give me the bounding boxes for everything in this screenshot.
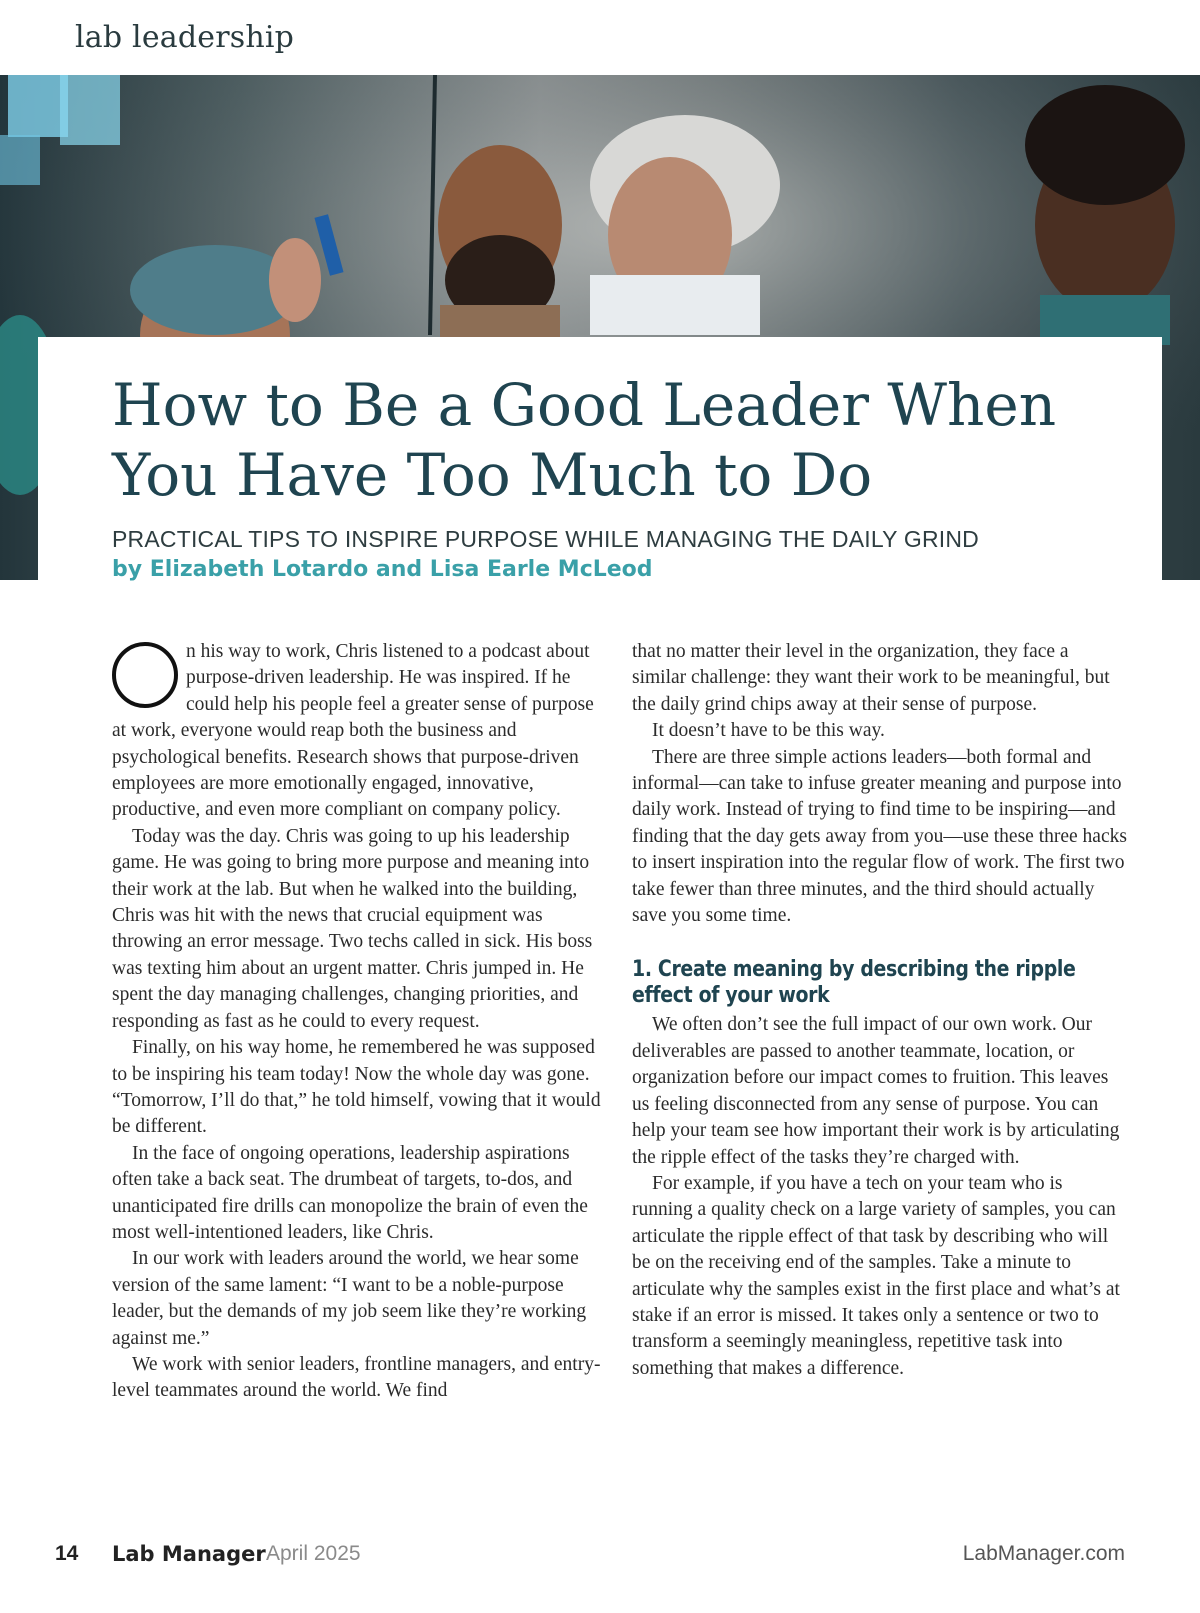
website-link[interactable]: LabManager.com bbox=[962, 1542, 1125, 1565]
body-column-right bbox=[632, 639, 1127, 1382]
page-footer bbox=[0, 1542, 1200, 1572]
paragraph: There are three simple actions leaders—both formal and informal—can take to infuse greater meaning and purpose into daily work. Instead of trying to find time to be inspiring—and finding that the day gets away from you—use these three hacks to insert inspiration into the regular flow of work. The first two take fewer than three minutes, and the third should actually save you some time. bbox=[632, 746, 1127, 927]
article-byline: by Elizabeth Lotardo and Lisa Earle McLeod bbox=[112, 557, 653, 582]
drop-cap bbox=[112, 642, 178, 708]
paragraph: For example, if you have a tech on your team who is running a quality check on a large variety of samples, you can articulate the ripple effect of that task by describing who will be on the receiving end of the samples. Take a minute to articulate why the samples exist in the first place and what’s at stake if an error is missed. It takes only a sentence or two to transform a seemingly meaningless, repetitive task into something that makes a difference. bbox=[632, 1172, 1120, 1379]
paragraph: Finally, on his way home, he remembered he was supposed to be inspiring his team today! Now the whole day was gone. “Tomorrow, I’ll do that,” he told himself, vowing that it would be different. bbox=[112, 1037, 601, 1138]
section-label: lab leadership bbox=[75, 20, 295, 55]
paragraph: In our work with leaders around the world, we hear some version of the same lament: “I want to be a noble-purpose leader, but the demands of my job seem like they’re working against me.” bbox=[112, 1248, 587, 1349]
title-line-2: You Have Too Much to Do bbox=[112, 441, 873, 509]
paragraph: We work with senior leaders, frontline managers, and entry-level teammates around the world. We find bbox=[112, 1353, 601, 1402]
page-number: 14 bbox=[55, 1542, 79, 1565]
article-subtitle: PRACTICAL TIPS TO INSPIRE PURPOSE WHILE MANAGING THE DAILY GRIND bbox=[112, 526, 979, 552]
paragraph: It doesn’t have to be this way. bbox=[652, 720, 885, 742]
magazine-name: Lab Manager bbox=[112, 1542, 266, 1566]
body-column-left bbox=[112, 639, 607, 1405]
paragraph: n his way to work, Chris listened to a podcast about purpose-driven leadership. He was inspired. If he could help his people feel a greater sense of purpose at work, everyone would reap both the business and psychological benefits. Research shows that purpose-driven employees are more emotionally engaged, innovative, productive, and even more compliant on company policy. bbox=[112, 641, 594, 821]
issue-date: April 2025 bbox=[266, 1542, 361, 1565]
section-heading: 1. Create meaning by describing the ripple effect of your work bbox=[632, 957, 1076, 1009]
paragraph: In the face of ongoing operations, leadership aspirations often take a back seat. The drumbeat of targets, to-dos, and unanticipated fire drills can monopolize the brain of even the most well-intentioned leaders, like Chris. bbox=[112, 1142, 588, 1243]
title-line-1: How to Be a Good Leader When bbox=[112, 371, 1057, 439]
paragraph: Today was the day. Chris was going to up his leadership game. He was going to bring more purpose and meaning into their work at the lab. But when he walked into the building, Chris was hit with the news that crucial equipment was throwing an error message. Two techs called in sick. His boss was texting him about an urgent matter. Chris jumped in. He spent the day managing challenges, changing priorities, and responding as fast as he could to every request. bbox=[112, 825, 593, 1032]
paragraph: We often don’t see the full impact of our own work. Our deliverables are passed to another teammate, location, or organization before our impact comes to fruition. This leaves us feeling disconnected from any sense of purpose. You can help your team see how important their work is by articulating the ripple effect of the tasks they’re charged with. bbox=[632, 1014, 1120, 1168]
article-title bbox=[112, 370, 1112, 510]
paragraph: that no matter their level in the organization, they face a similar challenge: they want their work to be meaningful, but the daily grind chips away at their sense of purpose. bbox=[632, 641, 1110, 715]
